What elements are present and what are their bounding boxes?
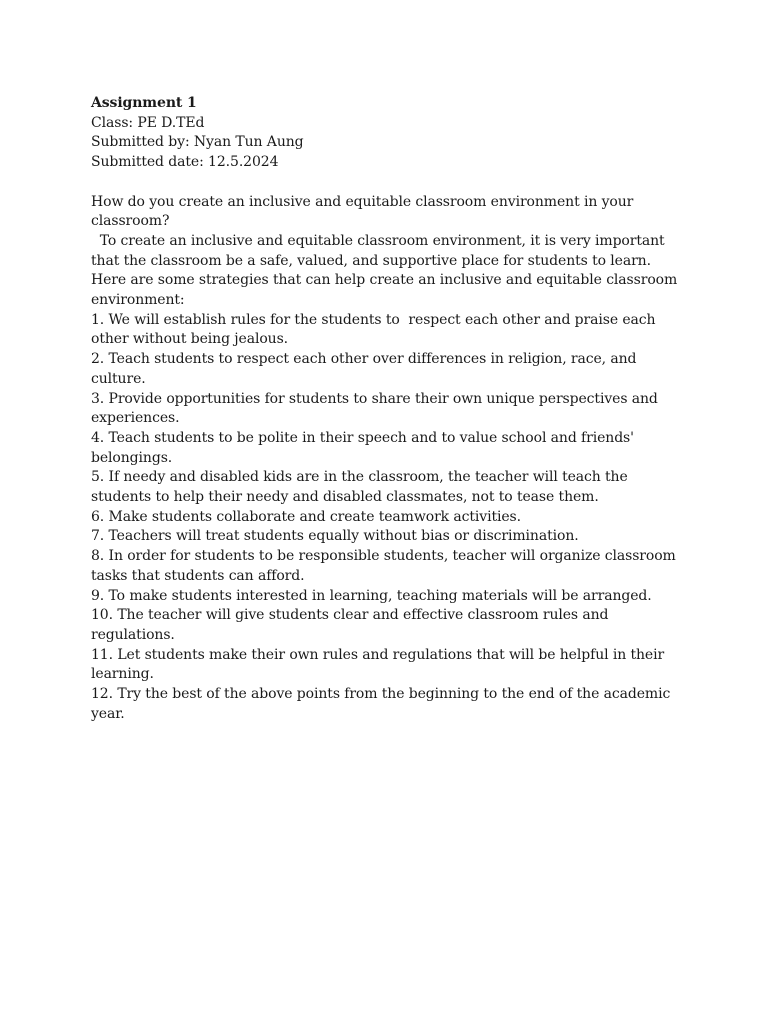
list-item: 9. To make students interested in learning, teaching materials will be arranged. xyxy=(91,587,652,604)
intro-paragraph: To create an inclusive and equitable classroom environment, it is very important that the classroom be a safe, valued, and supportive place for students to learn. Here are some strategies that can help create an inclusive and equitable classroom environment: xyxy=(91,232,678,309)
assignment-title: Assignment 1 xyxy=(91,95,197,111)
list-item: 11. Let students make their own rules and regulations that will be helpful in their learning. xyxy=(91,646,665,683)
list-item: 2. Teach students to respect each other over differences in religion, race, and culture. xyxy=(91,351,637,387)
submitted-by-line: Submitted by: Nyan Tun Aung xyxy=(91,134,304,151)
list-item: 8. In order for students to be responsible students, teacher will organize classroom tasks that students can afford. xyxy=(91,548,676,584)
class-line: Class: PE D.TEd xyxy=(91,114,205,131)
list-item: 12. Try the best of the above points from the beginning to the end of the academic year. xyxy=(91,686,671,722)
list-item: 3. Provide opportunities for students to share their own unique perspectives and experiences. xyxy=(91,390,658,427)
list-item: 1. We will establish rules for the students to respect each other and praise each other without being jealous. xyxy=(91,311,656,348)
strategy-list xyxy=(91,311,681,725)
list-item: 5. If needy and disabled kids are in the classroom, the teacher will teach the students to help their needy and disabled classmates, not to tease them. xyxy=(91,469,628,506)
document-page xyxy=(91,94,691,724)
list-item: 4. Teach students to be polite in their speech and to value school and friends' belongings. xyxy=(91,429,634,466)
question-paragraph: How do you create an inclusive and equitable classroom environment in your classroom? xyxy=(91,193,634,230)
list-item: 6. Make students collaborate and create teamwork activities. xyxy=(91,508,521,525)
list-item: 10. The teacher will give students clear and effective classroom rules and regulations. xyxy=(91,607,609,643)
list-item: 7. Teachers will treat students equally without bias or discrimination. xyxy=(91,528,579,545)
blank-line xyxy=(91,173,691,193)
submitted-date-line: Submitted date: 12.5.2024 xyxy=(91,154,279,171)
